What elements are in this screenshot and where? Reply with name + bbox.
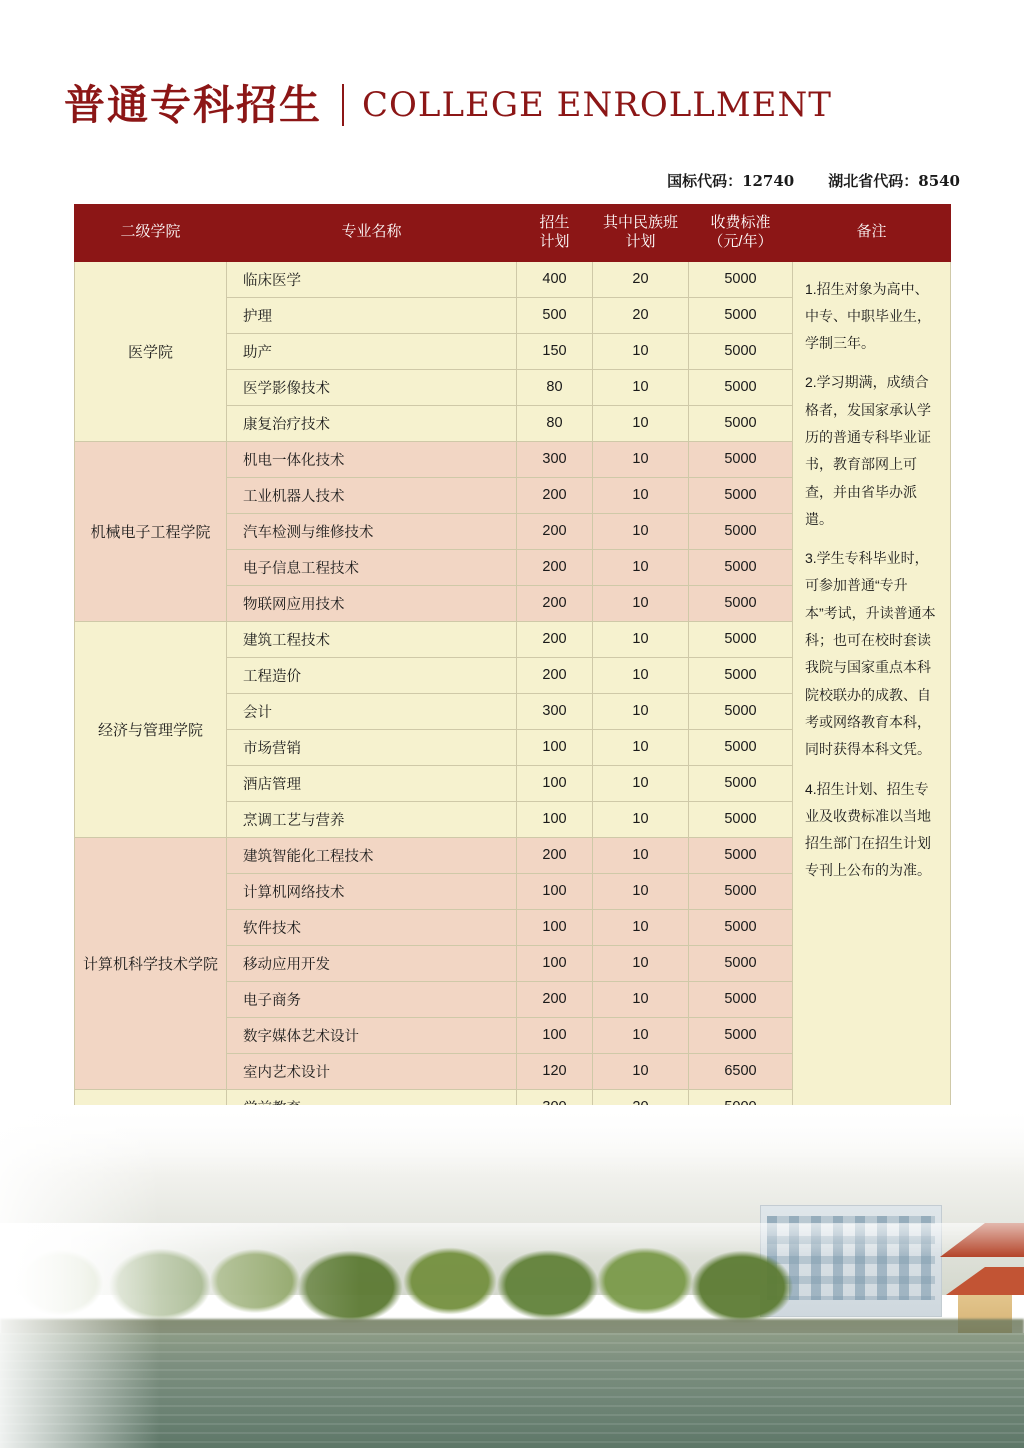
fee-cell: 5000 xyxy=(689,765,793,801)
ethnic-cell: 10 xyxy=(593,765,689,801)
col-plan: 招生 计划 xyxy=(517,205,593,262)
major-cell: 电子信息工程技术 xyxy=(227,549,517,585)
fee-cell: 5000 xyxy=(689,729,793,765)
plan-cell: 150 xyxy=(517,333,593,369)
plan-cell: 200 xyxy=(517,657,593,693)
plan-cell: 100 xyxy=(517,1017,593,1053)
table-row xyxy=(75,261,951,297)
plan-cell: 500 xyxy=(517,297,593,333)
major-cell: 计算机网络技术 xyxy=(227,873,517,909)
remark-1: 1.招生对象为高中、中专、中职毕业生，学制三年。 xyxy=(805,280,931,352)
major-cell: 护理 xyxy=(227,297,517,333)
remark-2: 2.学习期满，成绩合格者，发国家承认学历的普通专科毕业证书，教育部网上可查，并由省毕办派遣。 xyxy=(805,374,931,527)
major-cell: 工程造价 xyxy=(227,657,517,693)
plan-cell: 200 xyxy=(517,477,593,513)
plan-cell: 100 xyxy=(517,765,593,801)
fee-cell: 5000 xyxy=(689,333,793,369)
plan-cell: 120 xyxy=(517,1053,593,1089)
college-cell-computer-science: 计算机科学技术学院 xyxy=(75,837,227,1089)
page-title-cn: 普通专科招生 xyxy=(64,80,322,129)
major-cell: 会计 xyxy=(227,693,517,729)
major-cell: 烹调工艺与营养 xyxy=(227,801,517,837)
fee-cell: 5000 xyxy=(689,477,793,513)
col-college: 二级学院 xyxy=(75,205,227,262)
ethnic-cell: 10 xyxy=(593,801,689,837)
ethnic-cell: 10 xyxy=(593,1017,689,1053)
fee-cell: 5000 xyxy=(689,621,793,657)
plan-cell: 200 xyxy=(517,549,593,585)
ethnic-cell: 10 xyxy=(593,945,689,981)
remark-3: 3.学生专科毕业时，可参加普通“专升本”考试，升读普通本科；也可在校时套读我院与国家重点本科院校联办的成教、自考或网络教育本科，同时获得本科文凭。 xyxy=(805,550,936,758)
major-cell: 临床医学 xyxy=(227,261,517,297)
fee-cell: 5000 xyxy=(689,513,793,549)
ethnic-cell: 10 xyxy=(593,837,689,873)
plan-cell: 100 xyxy=(517,873,593,909)
col-ethnic-plan: 其中民族班 计划 xyxy=(593,205,689,262)
fee-cell: 5000 xyxy=(689,801,793,837)
campus-photo xyxy=(0,1105,1024,1448)
plan-cell: 100 xyxy=(517,945,593,981)
plan-cell: 80 xyxy=(517,405,593,441)
fee-cell: 6500 xyxy=(689,1053,793,1089)
major-cell: 工业机器人技术 xyxy=(227,477,517,513)
title-divider xyxy=(342,84,344,126)
fee-cell: 5000 xyxy=(689,405,793,441)
major-cell: 物联网应用技术 xyxy=(227,585,517,621)
major-cell: 康复治疗技术 xyxy=(227,405,517,441)
fee-cell: 5000 xyxy=(689,837,793,873)
major-cell: 移动应用开发 xyxy=(227,945,517,981)
ethnic-cell: 10 xyxy=(593,549,689,585)
plan-cell: 400 xyxy=(517,261,593,297)
col-major: 专业名称 xyxy=(227,205,517,262)
enrollment-table xyxy=(74,204,951,1198)
ethnic-cell: 10 xyxy=(593,441,689,477)
fee-cell: 5000 xyxy=(689,981,793,1017)
plan-cell: 200 xyxy=(517,837,593,873)
major-cell: 医学影像技术 xyxy=(227,369,517,405)
major-cell: 机电一体化技术 xyxy=(227,441,517,477)
major-cell: 软件技术 xyxy=(227,909,517,945)
major-cell: 市场营销 xyxy=(227,729,517,765)
plan-cell: 100 xyxy=(517,909,593,945)
plan-cell: 80 xyxy=(517,369,593,405)
ethnic-cell: 10 xyxy=(593,585,689,621)
col-remarks: 备注 xyxy=(793,205,951,262)
plan-cell: 200 xyxy=(517,585,593,621)
page-title-en: COLLEGE ENROLLMENT xyxy=(362,85,832,125)
major-cell: 汽车检测与维修技术 xyxy=(227,513,517,549)
major-cell: 建筑工程技术 xyxy=(227,621,517,657)
ethnic-cell: 10 xyxy=(593,477,689,513)
ethnic-cell: 10 xyxy=(593,981,689,1017)
major-cell: 室内艺术设计 xyxy=(227,1053,517,1089)
photo-left-fade xyxy=(0,1105,160,1448)
major-cell: 建筑智能化工程技术 xyxy=(227,837,517,873)
fee-cell: 5000 xyxy=(689,873,793,909)
header-row xyxy=(75,205,951,262)
ethnic-cell: 10 xyxy=(593,369,689,405)
plan-cell: 100 xyxy=(517,801,593,837)
college-cell-econ-management: 经济与管理学院 xyxy=(75,621,227,837)
major-cell: 电子商务 xyxy=(227,981,517,1017)
ethnic-cell: 10 xyxy=(593,405,689,441)
college-cell-mech-electronics: 机械电子工程学院 xyxy=(75,441,227,621)
ethnic-cell: 10 xyxy=(593,873,689,909)
plan-cell: 300 xyxy=(517,693,593,729)
plan-cell: 200 xyxy=(517,981,593,1017)
fee-cell: 5000 xyxy=(689,693,793,729)
ethnic-cell: 10 xyxy=(593,693,689,729)
fee-cell: 5000 xyxy=(689,945,793,981)
fee-cell: 5000 xyxy=(689,585,793,621)
remarks-cell xyxy=(793,261,951,1197)
plan-cell: 200 xyxy=(517,621,593,657)
ethnic-cell: 10 xyxy=(593,1053,689,1089)
major-cell: 酒店管理 xyxy=(227,765,517,801)
fee-cell: 5000 xyxy=(689,297,793,333)
table-body xyxy=(75,261,951,1197)
ethnic-cell: 10 xyxy=(593,657,689,693)
enrollment-table-wrap xyxy=(74,204,950,1198)
fee-cell: 5000 xyxy=(689,909,793,945)
plan-cell: 200 xyxy=(517,513,593,549)
fee-cell: 5000 xyxy=(689,441,793,477)
fee-cell: 5000 xyxy=(689,657,793,693)
plan-cell: 300 xyxy=(517,441,593,477)
major-cell: 数字媒体艺术设计 xyxy=(227,1017,517,1053)
ethnic-cell: 20 xyxy=(593,297,689,333)
fee-cell: 5000 xyxy=(689,369,793,405)
page-title xyxy=(64,80,832,129)
national-code: 国标代码：12740 xyxy=(667,172,795,190)
major-cell: 助产 xyxy=(227,333,517,369)
fee-cell: 5000 xyxy=(689,261,793,297)
institution-codes xyxy=(667,170,960,191)
table-header xyxy=(75,205,951,262)
ethnic-cell: 10 xyxy=(593,729,689,765)
ethnic-cell: 10 xyxy=(593,621,689,657)
fee-cell: 5000 xyxy=(689,1017,793,1053)
ethnic-cell: 10 xyxy=(593,333,689,369)
ethnic-cell: 10 xyxy=(593,513,689,549)
plan-cell: 100 xyxy=(517,729,593,765)
fee-cell: 5000 xyxy=(689,549,793,585)
ethnic-cell: 10 xyxy=(593,909,689,945)
province-code: 湖北省代码：8540 xyxy=(828,172,960,190)
col-fee: 收费标准 （元/年） xyxy=(689,205,793,262)
ethnic-cell: 20 xyxy=(593,261,689,297)
remark-4: 4.招生计划、招生专业及收费标准以当地招生部门在招生计划专刊上公布的为准。 xyxy=(805,780,931,879)
college-cell-medicine: 医学院 xyxy=(75,261,227,441)
